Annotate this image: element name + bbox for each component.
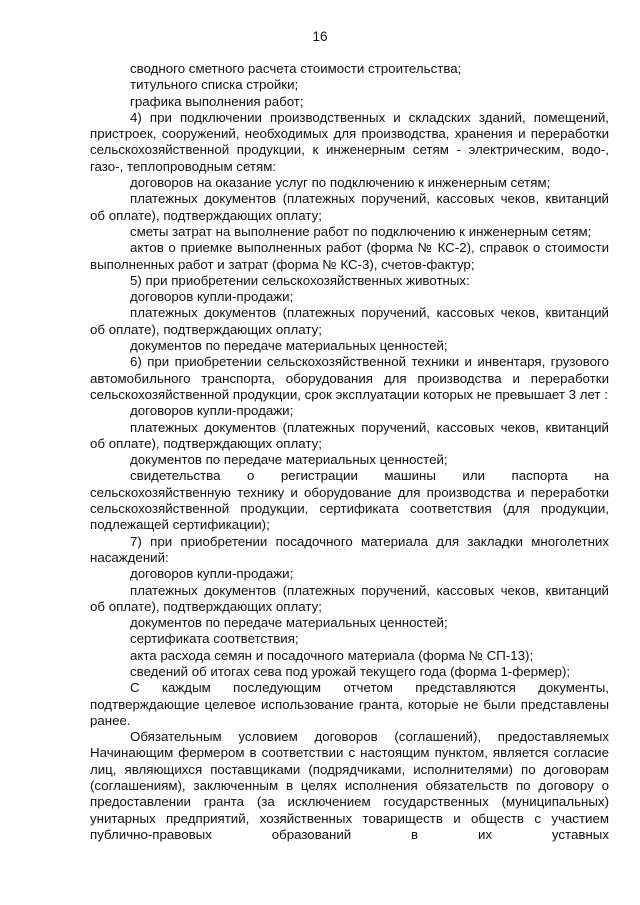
paragraph: договоров купли-продажи;	[130, 289, 294, 305]
paragraph: 7) при приобретении посадочного материала для закладки многолетних насаждений:	[90, 533, 609, 565]
paragraph: 6) при приобретении сельскохозяйственной техники и инвентаря, грузового автомобильного транспорта, оборудования для производства и переработки сельскохозяйственной продукции, срок эксплуатации которых не превышает 3 лет :	[90, 354, 609, 402]
paragraph: документов по передаче материальных ценностей;	[130, 452, 448, 468]
paragraph: платежных документов (платежных поручений, кассовых чеков, квитанций об оплате), подтверждающих оплату;	[90, 582, 609, 614]
paragraph: Обязательным условием договоров (соглашений), предоставляемых Начинающим фермером в соответствии с настоящим пунктом, является согласие лиц, являющихся поставщиками (подрядчиками, исполнителями) по договорам (соглашениям), заключенным в целях исполнения обязательств по договору о предоставлении гранта (за исключением государственных (муниципальных) унитарных предприятий, хозяйственных товариществ и обществ с участием публично-правовых образований в их уставных	[90, 729, 609, 842]
document-body	[90, 61, 609, 843]
paragraph: документов по передаче материальных ценностей;	[130, 615, 448, 631]
paragraph: актов о приемке выполненных работ (форма № КС-2), справок о стоимости выполненных работ и затрат (форма № КС-3), счетов-фактур;	[90, 240, 609, 272]
paragraph: сведений об итогах сева под урожай текущего года (форма 1-фермер);	[130, 663, 571, 679]
paragraph: свидетельства о регистрации машины или паспорта на сельскохозяйственную технику и оборудование для производства и переработки сельскохозяйственной продукции, сертификата соответствия (для продукции, подлежащей сертификации);	[90, 468, 609, 533]
paragraph: акта расхода семян и посадочного материала (форма № СП-13);	[130, 647, 534, 663]
paragraph: С каждым последующим отчетом представляются документы, подтверждающие целевое использование гранта, которые не были представлены ранее.	[90, 680, 609, 728]
paragraph: сертификата соответствия;	[130, 631, 299, 647]
paragraph: 5) при приобретении сельскохозяйственных животных:	[130, 272, 470, 288]
paragraph: сводного сметного расчета стоимости строительства;	[130, 61, 462, 76]
paragraph: документов по передаче материальных ценностей;	[130, 338, 448, 354]
paragraph: платежных документов (платежных поручений, кассовых чеков, квитанций об оплате), подтверждающих оплату;	[90, 191, 609, 223]
paragraph: договоров на оказание услуг по подключению к инженерным сетям;	[130, 175, 551, 191]
paragraph: платежных документов (платежных поручений, кассовых чеков, квитанций об оплате), подтверждающих оплату;	[90, 419, 609, 451]
paragraph: сметы затрат на выполнение работ по подключению к инженерным сетям;	[130, 223, 592, 239]
paragraph: договоров купли-продажи;	[130, 403, 294, 419]
paragraph: 4) при подключении производственных и складских зданий, помещений, пристроек, сооружений, необходимых для производства, хранения и переработки сельскохозяйственной продукции, к инженерным сетям - электрическим, водо-, газо-, теплопроводным сетям:	[90, 109, 609, 174]
paragraph: платежных документов (платежных поручений, кассовых чеков, квитанций об оплате), подтверждающих оплату;	[90, 305, 609, 337]
paragraph: титульного списка стройки;	[130, 77, 299, 93]
paragraph: договоров купли-продажи;	[130, 566, 294, 582]
paragraph: графика выполнения работ;	[130, 93, 304, 109]
page-number: 16	[312, 29, 328, 44]
